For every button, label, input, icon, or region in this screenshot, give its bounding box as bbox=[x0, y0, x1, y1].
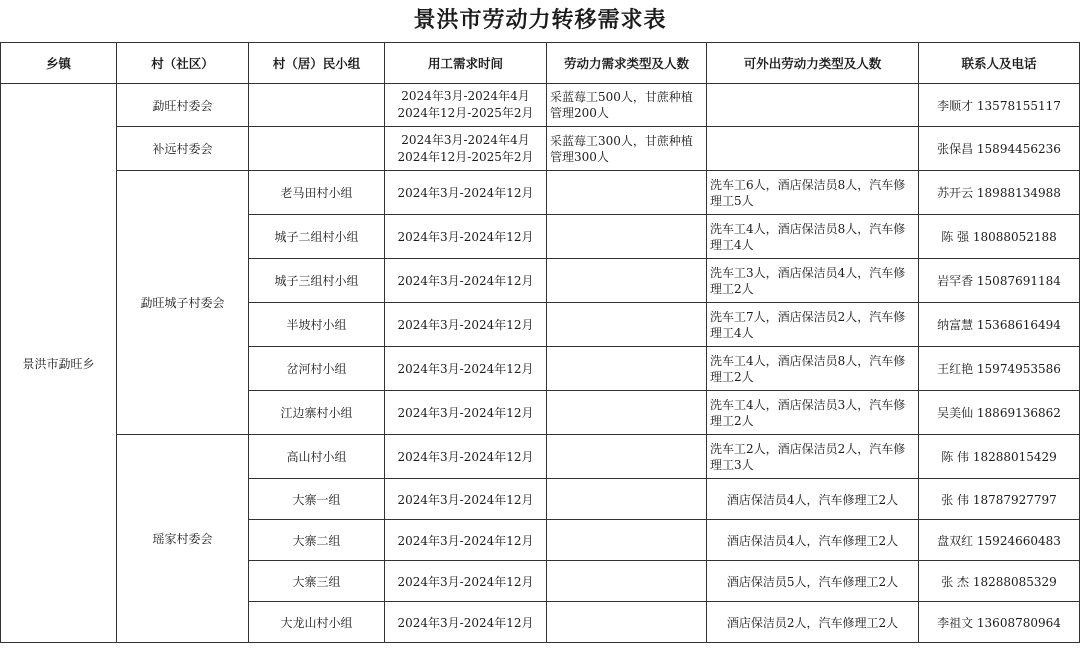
township-cell: 景洪市勐旺乡 bbox=[1, 84, 117, 643]
contact-cell: 张保昌 15894456236 bbox=[919, 127, 1080, 171]
demand-cell bbox=[547, 561, 707, 602]
group-cell: 江边寨村小组 bbox=[249, 391, 385, 435]
demand-cell bbox=[547, 171, 707, 215]
supply-cell: 洗车工6人，酒店保洁员8人，汽车修理工5人 bbox=[707, 171, 919, 215]
group-cell: 城子二组村小组 bbox=[249, 215, 385, 259]
time-cell: 2024年3月-2024年12月 bbox=[385, 520, 547, 561]
demand-cell bbox=[547, 391, 707, 435]
table-row bbox=[1, 171, 1080, 215]
column-header-time: 用工需求时间 bbox=[385, 43, 547, 84]
contact-cell: 苏开云 18988134988 bbox=[919, 171, 1080, 215]
supply-cell: 洗车工2人，酒店保洁员2人，汽车修理工3人 bbox=[707, 435, 919, 479]
supply-cell: 酒店保洁员2人，汽车修理工2人 bbox=[707, 602, 919, 643]
contact-cell: 吴美仙 18869136862 bbox=[919, 391, 1080, 435]
time-cell: 2024年3月-2024年12月 bbox=[385, 171, 547, 215]
contact-cell: 王红艳 15974953586 bbox=[919, 347, 1080, 391]
group-cell: 老马田村小组 bbox=[249, 171, 385, 215]
group-cell bbox=[249, 127, 385, 171]
group-cell: 高山村小组 bbox=[249, 435, 385, 479]
demand-cell bbox=[547, 602, 707, 643]
table-row bbox=[1, 435, 1080, 479]
contact-cell: 岩罕香 15087691184 bbox=[919, 259, 1080, 303]
contact-cell: 陈 伟 18288015429 bbox=[919, 435, 1080, 479]
group-cell: 大寨二组 bbox=[249, 520, 385, 561]
supply-cell: 洗车工4人，酒店保洁员8人，汽车修理工2人 bbox=[707, 347, 919, 391]
time-cell: 2024年3月-2024年12月 bbox=[385, 259, 547, 303]
contact-cell: 李祖文 13608780964 bbox=[919, 602, 1080, 643]
time-cell: 2024年3月-2024年12月 bbox=[385, 435, 547, 479]
contact-cell: 李顺才 13578155117 bbox=[919, 84, 1080, 127]
time-cell: 2024年3月-2024年12月 bbox=[385, 303, 547, 347]
group-cell: 城子三组村小组 bbox=[249, 259, 385, 303]
contact-cell: 纳富慧 15368616494 bbox=[919, 303, 1080, 347]
village-cell: 瑶家村委会 bbox=[117, 435, 249, 643]
village-cell: 勐旺村委会 bbox=[117, 84, 249, 127]
time-cell: 2024年3月-2024年12月 bbox=[385, 479, 547, 520]
supply-cell: 洗车工4人，酒店保洁员8人，汽车修理工4人 bbox=[707, 215, 919, 259]
contact-cell: 张 杰 18288085329 bbox=[919, 561, 1080, 602]
supply-cell: 酒店保洁员4人，汽车修理工2人 bbox=[707, 479, 919, 520]
supply-cell: 洗车工4人，酒店保洁员3人，汽车修理工2人 bbox=[707, 391, 919, 435]
supply-cell: 酒店保洁员4人，汽车修理工2人 bbox=[707, 520, 919, 561]
time-cell: 2024年3月-2024年12月 bbox=[385, 602, 547, 643]
demand-cell: 采蓝莓工300人，甘蔗种植管理300人 bbox=[547, 127, 707, 171]
group-cell: 半坡村小组 bbox=[249, 303, 385, 347]
group-cell bbox=[249, 84, 385, 127]
demand-cell bbox=[547, 520, 707, 561]
supply-cell bbox=[707, 84, 919, 127]
supply-cell bbox=[707, 127, 919, 171]
demand-cell bbox=[547, 303, 707, 347]
column-header-group: 村（居）民小组 bbox=[249, 43, 385, 84]
demand-cell: 采蓝莓工500人，甘蔗种植管理200人 bbox=[547, 84, 707, 127]
group-cell: 大寨三组 bbox=[249, 561, 385, 602]
column-header-contact: 联系人及电话 bbox=[919, 43, 1080, 84]
supply-cell: 酒店保洁员5人，汽车修理工2人 bbox=[707, 561, 919, 602]
time-cell: 2024年3月-2024年4月 2024年12月-2025年2月 bbox=[385, 84, 547, 127]
contact-cell: 陈 强 18088052188 bbox=[919, 215, 1080, 259]
contact-cell: 张 伟 18787927797 bbox=[919, 479, 1080, 520]
time-cell: 2024年3月-2024年12月 bbox=[385, 215, 547, 259]
group-cell: 大寨一组 bbox=[249, 479, 385, 520]
demand-cell bbox=[547, 347, 707, 391]
demand-cell bbox=[547, 479, 707, 520]
group-cell: 大龙山村小组 bbox=[249, 602, 385, 643]
supply-cell: 洗车工7人，酒店保洁员2人，汽车修理工4人 bbox=[707, 303, 919, 347]
header-row bbox=[1, 43, 1080, 84]
demand-cell bbox=[547, 435, 707, 479]
table-row bbox=[1, 84, 1080, 127]
village-cell: 勐旺城子村委会 bbox=[117, 171, 249, 435]
village-cell: 补远村委会 bbox=[117, 127, 249, 171]
time-cell: 2024年3月-2024年12月 bbox=[385, 391, 547, 435]
supply-cell: 洗车工3人，酒店保洁员4人，汽车修理工2人 bbox=[707, 259, 919, 303]
time-cell: 2024年3月-2024年12月 bbox=[385, 347, 547, 391]
demand-cell bbox=[547, 215, 707, 259]
column-header-supply: 可外出劳动力类型及人数 bbox=[707, 43, 919, 84]
column-header-township: 乡镇 bbox=[1, 43, 117, 84]
time-cell: 2024年3月-2024年12月 bbox=[385, 561, 547, 602]
page-title: 景洪市劳动力转移需求表 bbox=[413, 8, 667, 33]
contact-cell: 盘双红 15924660483 bbox=[919, 520, 1080, 561]
time-cell: 2024年3月-2024年4月 2024年12月-2025年2月 bbox=[385, 127, 547, 171]
column-header-village: 村（社区） bbox=[117, 43, 249, 84]
column-header-demand: 劳动力需求类型及人数 bbox=[547, 43, 707, 84]
table-row bbox=[1, 127, 1080, 171]
labor-demand-table bbox=[0, 42, 1080, 643]
group-cell: 岔河村小组 bbox=[249, 347, 385, 391]
demand-cell bbox=[547, 259, 707, 303]
